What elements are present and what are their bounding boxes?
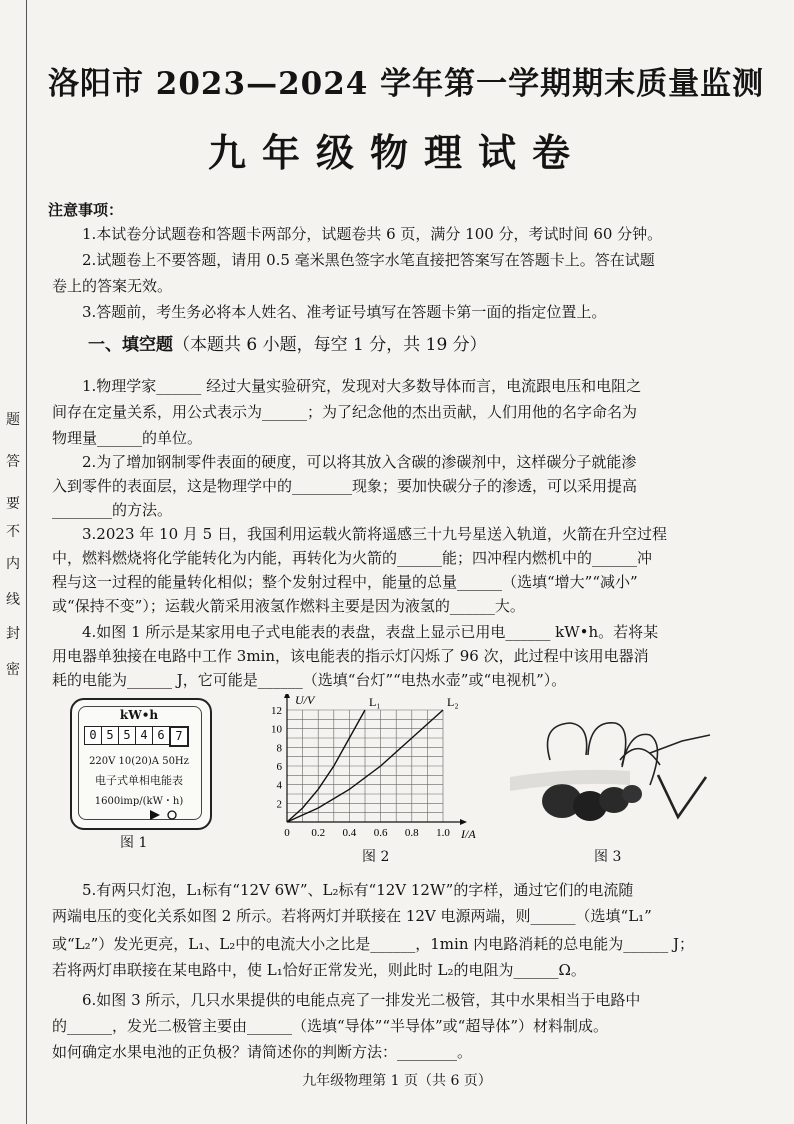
meter-digit: 0 <box>84 726 102 745</box>
y-axis-label: U/V <box>295 694 315 707</box>
section-heading <box>88 333 794 357</box>
question-line: 入到零件的表面层，这是物理学中的________现象；要加快碳分子的渗透，可以采用提高 <box>52 477 638 495</box>
binding-warning-char: 题 <box>6 412 20 428</box>
y-tick-label: 4 <box>276 779 282 792</box>
section-detail: （本题共 6 小题，每空 1 分，共 19 分） <box>173 335 487 355</box>
question-line: 的______，发光二极管主要由______（选填“导体”“半导体”或“超导体”）材料制成。 <box>52 1017 609 1035</box>
question-line: 若将两灯串联接在某电路中，使 L₁恰好正常发光，则此时 L₂的电阻为______Ω。 <box>52 961 586 979</box>
question-line: 6.如图 3 所示，几只水果提供的电能点亮了一排发光二极管，其中水果相当于电路中 <box>82 991 641 1009</box>
x-tick-label: 0.4 <box>342 827 357 839</box>
x-tick-label: 0.8 <box>404 827 419 839</box>
question-line: 两端电压的变化关系如图 2 所示。若将两灯并联接在 12V 电源两端，则______（选填“L₁” <box>52 907 652 925</box>
note-line: 2.试题卷上不要答题，请用 0.5 毫米黑色签字水笔直接把答案写在答题卡上。答在试题 <box>82 251 655 269</box>
meter-digit-decimal: 7 <box>169 726 189 747</box>
meter-name: 电子式单相电能表 <box>95 774 183 787</box>
question-line: 4.如图 1 所示是某家用电子式电能表的表盘，表盘上显示已用电______ kW•h。若将某 <box>82 623 659 641</box>
question-line: 中，燃料燃烧将化学能转化为内能，再转化为火箭的______能；四冲程内燃机中的______冲 <box>52 549 653 567</box>
meter-digit: 4 <box>135 726 153 745</box>
x-tick-label: 0 <box>284 827 290 839</box>
question-line: 耗的电能为______ J，它可能是______（选填“台灯”“电热水壶”或“电视机”）。 <box>52 671 567 689</box>
y-tick-label: 12 <box>271 705 282 717</box>
meter-digits <box>84 726 188 747</box>
y-tick-label: 10 <box>271 723 282 736</box>
page-footer: 九年级物理第 1 页（共 6 页） <box>302 1073 492 1089</box>
exam-title: 洛阳市 2023—2024 学年第一学期期末质量监测 <box>48 66 765 102</box>
exam-subtitle: 九年级物理试卷 <box>207 130 586 175</box>
question-line: 2.为了增加钢制零件表面的硬度，可以将其放入含碳的渗碳剂中，这样碳分子就能渗 <box>82 453 637 471</box>
y-tick-label: 2 <box>276 798 282 811</box>
binding-warning-char: 封 <box>6 626 20 642</box>
question-line: 3.2023 年 10 月 5 日，我国利用运载火箭将遥感三十九号星送入轨道，火箭在升空过程 <box>82 525 667 543</box>
notes-heading: 注意事项： <box>48 201 124 219</box>
y-tick-label: 6 <box>276 761 282 773</box>
note-line: 1.本试卷分试题卷和答题卡两部分，试题卷共 6 页，满分 100 分，考试时间 60 分钟。 <box>82 225 663 243</box>
binding-warning-char: 不 <box>6 524 20 540</box>
note-line: 卷上的答案无效。 <box>52 277 173 295</box>
series-label-1: L₁ <box>369 695 381 709</box>
question-line: ________的方法。 <box>52 501 173 519</box>
meter-digit: 6 <box>152 726 170 745</box>
binding-warning-char: 线 <box>6 592 20 608</box>
question-line: 或“L₂”）发光更亮，L₁、L₂中的电流大小之比是______，1min 内电路消耗的总电能为______ J； <box>52 935 695 953</box>
meter-digit: 5 <box>101 726 119 745</box>
meter-spec: 220V 10(20)A 50Hz <box>89 756 189 767</box>
question-line: 物理量______的单位。 <box>52 429 203 447</box>
note-line: 3.答题前，考生务必将本人姓名、准考证号填写在答题卡第一面的指定位置上。 <box>82 303 607 321</box>
x-tick-label: 0.6 <box>373 827 388 839</box>
meter-unit: kW•h <box>119 708 159 722</box>
question-line: 5.有两只灯泡，L₁标有“12V 6W”、L₂标有“12V 12W”的字样，通过它们的电流随 <box>82 881 634 899</box>
binding-warning-char: 内 <box>6 556 20 572</box>
x-tick-label: 1.0 <box>436 827 450 839</box>
question-line: 1.物理学家______ 经过大量实验研究，发现对大多数导体而言，电流跟电压和电阻之 <box>82 377 642 395</box>
question-line: 用电器单独接在电路中工作 3min，该电能表的指示灯闪烁了 96 次，此过程中该用电器消 <box>52 647 649 665</box>
y-axis-arrow <box>284 694 290 698</box>
meter-digit: 5 <box>118 726 136 745</box>
question-line: 程与这一过程的能量转化相似；整个发射过程中，能量的总量______（选填“增大”“减小” <box>52 573 638 591</box>
x-tick-label: 0.2 <box>311 827 326 839</box>
question-line: 如何确定水果电池的正负极？请简述你的判断方法：________。 <box>52 1043 473 1061</box>
series-label-2: L₂ <box>447 695 459 709</box>
binding-warning-char: 密 <box>6 662 20 678</box>
meter-indicator-icon <box>148 808 182 822</box>
figure1-caption: 图 1 <box>120 835 148 851</box>
question-line: 或“保持不变”）；运载火箭采用液氢作燃料主要是因为液氢的______大。 <box>52 597 525 615</box>
figure3-caption: 图 3 <box>594 849 622 865</box>
section-title: 一、填空题 <box>88 335 173 355</box>
binding-warning-char: 答 <box>6 454 20 470</box>
fruit-battery-illustration <box>510 705 732 843</box>
y-tick-label: 8 <box>276 742 282 755</box>
meter-imp: 1600imp/(kW・h) <box>94 796 184 807</box>
binding-warning-char: 要 <box>6 496 20 512</box>
figure2-chart <box>255 694 495 846</box>
figure2-caption: 图 2 <box>362 849 390 865</box>
x-axis-label: I/A <box>461 827 476 841</box>
x-axis-arrow <box>460 819 467 825</box>
question-line: 间存在定量关系，用公式表示为______；为了纪念他的杰出贡献，人们用他的名字命名为 <box>52 403 638 421</box>
